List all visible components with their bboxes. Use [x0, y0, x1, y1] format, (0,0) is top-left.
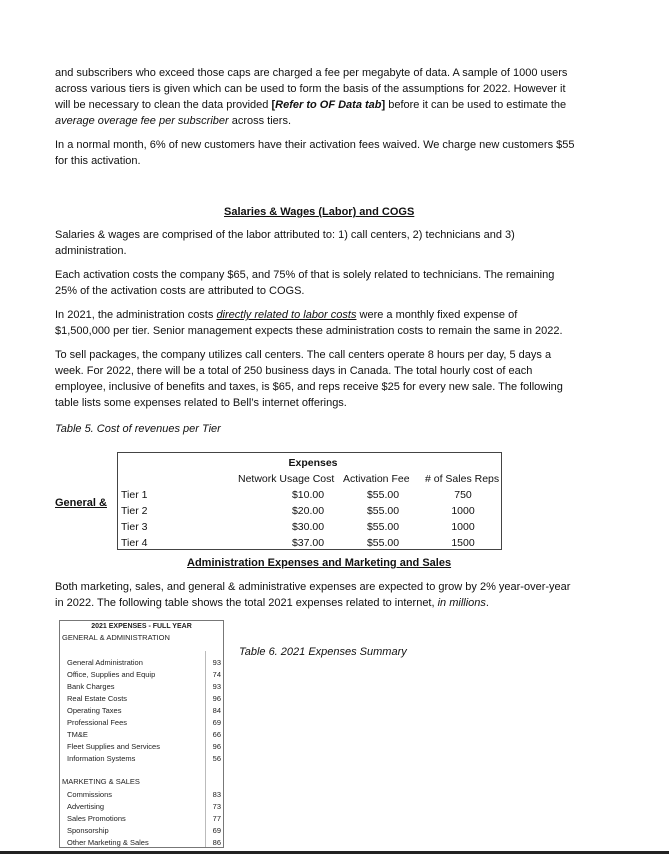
list-item	[60, 741, 223, 753]
table5-cost-of-revenues	[117, 452, 502, 550]
table-row	[118, 535, 501, 551]
paragraph-expense-growth	[55, 579, 575, 611]
tier-label: Tier 3	[121, 521, 148, 533]
list-item	[60, 705, 223, 717]
column-header-activation-fee: Activation Fee	[343, 473, 410, 485]
table6-expenses-summary	[59, 620, 224, 848]
column-header-sales-reps: # of Sales Reps	[425, 473, 500, 485]
expense-label: Advertising	[67, 802, 105, 811]
list-item	[60, 657, 223, 669]
expense-value: 86	[212, 838, 221, 847]
tier-label: Tier 2	[121, 505, 148, 517]
text: In 2021, the administration costs	[55, 309, 217, 321]
table-row	[118, 503, 501, 519]
table6-title: 2021 EXPENSES - FULL YEAR	[91, 623, 192, 630]
tier-label: Tier 4	[121, 537, 148, 549]
bracket: [	[271, 99, 276, 111]
expense-label: General Administration	[67, 658, 143, 667]
expense-value: 66	[212, 730, 221, 739]
activation-fee: $55.00	[366, 505, 400, 517]
expense-value: 93	[212, 682, 221, 691]
expense-value: 74	[212, 670, 221, 679]
table-row	[118, 487, 501, 503]
table-row	[118, 519, 501, 535]
expense-label: TM&E	[67, 730, 88, 739]
paragraph-activation: In a normal month, 6% of new customers have their activation fees waived. We charge new customers $55 for this activation.	[55, 139, 575, 167]
bracket: ]	[381, 99, 386, 111]
expense-value: 83	[212, 790, 221, 799]
network-usage-cost: $20.00	[291, 505, 325, 517]
expense-value: 93	[212, 658, 221, 667]
expense-value: 73	[212, 802, 221, 811]
table6-caption: Table 6. 2021 Expenses Summary	[239, 646, 407, 658]
text: were a monthly fixed expense of $1,500,000 per tier. Senior management expects these administration costs to remain the same in 2022.	[55, 309, 563, 337]
list-item	[60, 669, 223, 681]
expense-label: Bank Charges	[67, 682, 115, 691]
text: .	[485, 597, 489, 609]
paragraph-activation-cost: Each activation costs the company $65, and 75% of that is solely related to technicians. The remaining 25% of the activation costs are attributed to COGS.	[55, 269, 555, 297]
heading-admin-marketing-sales: Administration Expenses and Marketing and Sales	[187, 557, 452, 569]
network-usage-cost: $30.00	[291, 521, 325, 533]
text: across tiers.	[228, 115, 292, 127]
list-item	[60, 801, 223, 813]
list-item	[60, 693, 223, 705]
sales-reps: 1500	[451, 537, 475, 549]
expense-value: 77	[212, 814, 221, 823]
activation-fee: $55.00	[366, 489, 400, 501]
paragraph-salaries: Salaries & wages are comprised of the labor attributed to: 1) call centers, 2) technicians and 3) administration.	[55, 229, 515, 257]
list-item	[60, 813, 223, 825]
network-usage-cost: $10.00	[291, 489, 325, 501]
expense-label: Fleet Supplies and Services	[67, 742, 160, 751]
list-item	[60, 729, 223, 741]
sales-reps: 750	[454, 489, 472, 501]
expense-label: Information Systems	[67, 754, 136, 763]
expense-label: Real Estate Costs	[67, 694, 128, 703]
list-item	[60, 753, 223, 765]
section-general-administration: GENERAL & ADMINISTRATION	[62, 633, 170, 642]
expense-label: Other Marketing & Sales	[67, 838, 149, 847]
paragraph-admin-costs	[55, 307, 575, 339]
text: before it can be used to estimate the	[385, 99, 567, 111]
section-marketing-sales: MARKETING & SALES	[62, 777, 140, 786]
activation-fee: $55.00	[366, 521, 400, 533]
expense-label: Commissions	[67, 790, 113, 799]
column-header-network-usage: Network Usage Cost	[238, 473, 335, 485]
paragraph-overage	[55, 65, 575, 129]
emphasis-text: average overage fee per subscriber	[55, 115, 229, 127]
heading-fragment-general: General &	[55, 497, 107, 509]
tier-label: Tier 1	[121, 489, 148, 501]
emphasis-text: directly related to labor costs	[216, 309, 357, 321]
expense-value: 69	[212, 826, 221, 835]
list-item	[60, 825, 223, 837]
sales-reps: 1000	[451, 521, 475, 533]
emphasis-text: in millions	[437, 597, 486, 609]
expense-value: 84	[212, 706, 221, 715]
expense-label: Sales Promotions	[67, 814, 126, 823]
table5-title: Expenses	[288, 457, 338, 469]
expense-value: 96	[212, 694, 221, 703]
activation-fee: $55.00	[366, 537, 400, 549]
list-item	[60, 837, 223, 849]
table5-caption: Table 5. Cost of revenues per Tier	[55, 423, 221, 435]
expense-label: Office, Supplies and Equip	[67, 670, 156, 679]
list-item	[60, 681, 223, 693]
expense-label: Sponsorship	[67, 826, 109, 835]
list-item	[60, 717, 223, 729]
data-tab-reference: Refer to OF Data tab	[275, 99, 382, 111]
sales-reps: 1000	[451, 505, 475, 517]
expense-label: Professional Fees	[67, 718, 128, 727]
text: and subscribers who exceed those caps are charged a fee per megabyte of data. A sample of 1000 users across various tiers is given which can be used to form the basis of the assumptions for 2022. However it will be necessary to clean the data provided	[55, 67, 568, 111]
network-usage-cost: $37.00	[291, 537, 325, 549]
expense-label: Operating Taxes	[67, 706, 122, 715]
text: Both marketing, sales, and general & administrative expenses are expected to grow by 2% year-over-year in 2022. The following table shows the total 2021 expenses related to internet,	[55, 581, 571, 609]
paragraph-call-centers: To sell packages, the company utilizes call centers. The call centers operate 8 hours per day, 5 days a week. For 2022, there will be a total of 250 business days in Canada. The total hourly cost of each employee, inclusive of benefits and taxes, is $65, and reps receive $25 for every new sale. The following table lists some expenses related to Bell’s internet offerings.	[55, 349, 563, 409]
expense-value: 56	[212, 754, 221, 763]
list-item	[60, 789, 223, 801]
expense-value: 69	[212, 718, 221, 727]
expense-value: 96	[212, 742, 221, 751]
heading-salaries-wages: Salaries & Wages (Labor) and COGS	[224, 206, 415, 218]
